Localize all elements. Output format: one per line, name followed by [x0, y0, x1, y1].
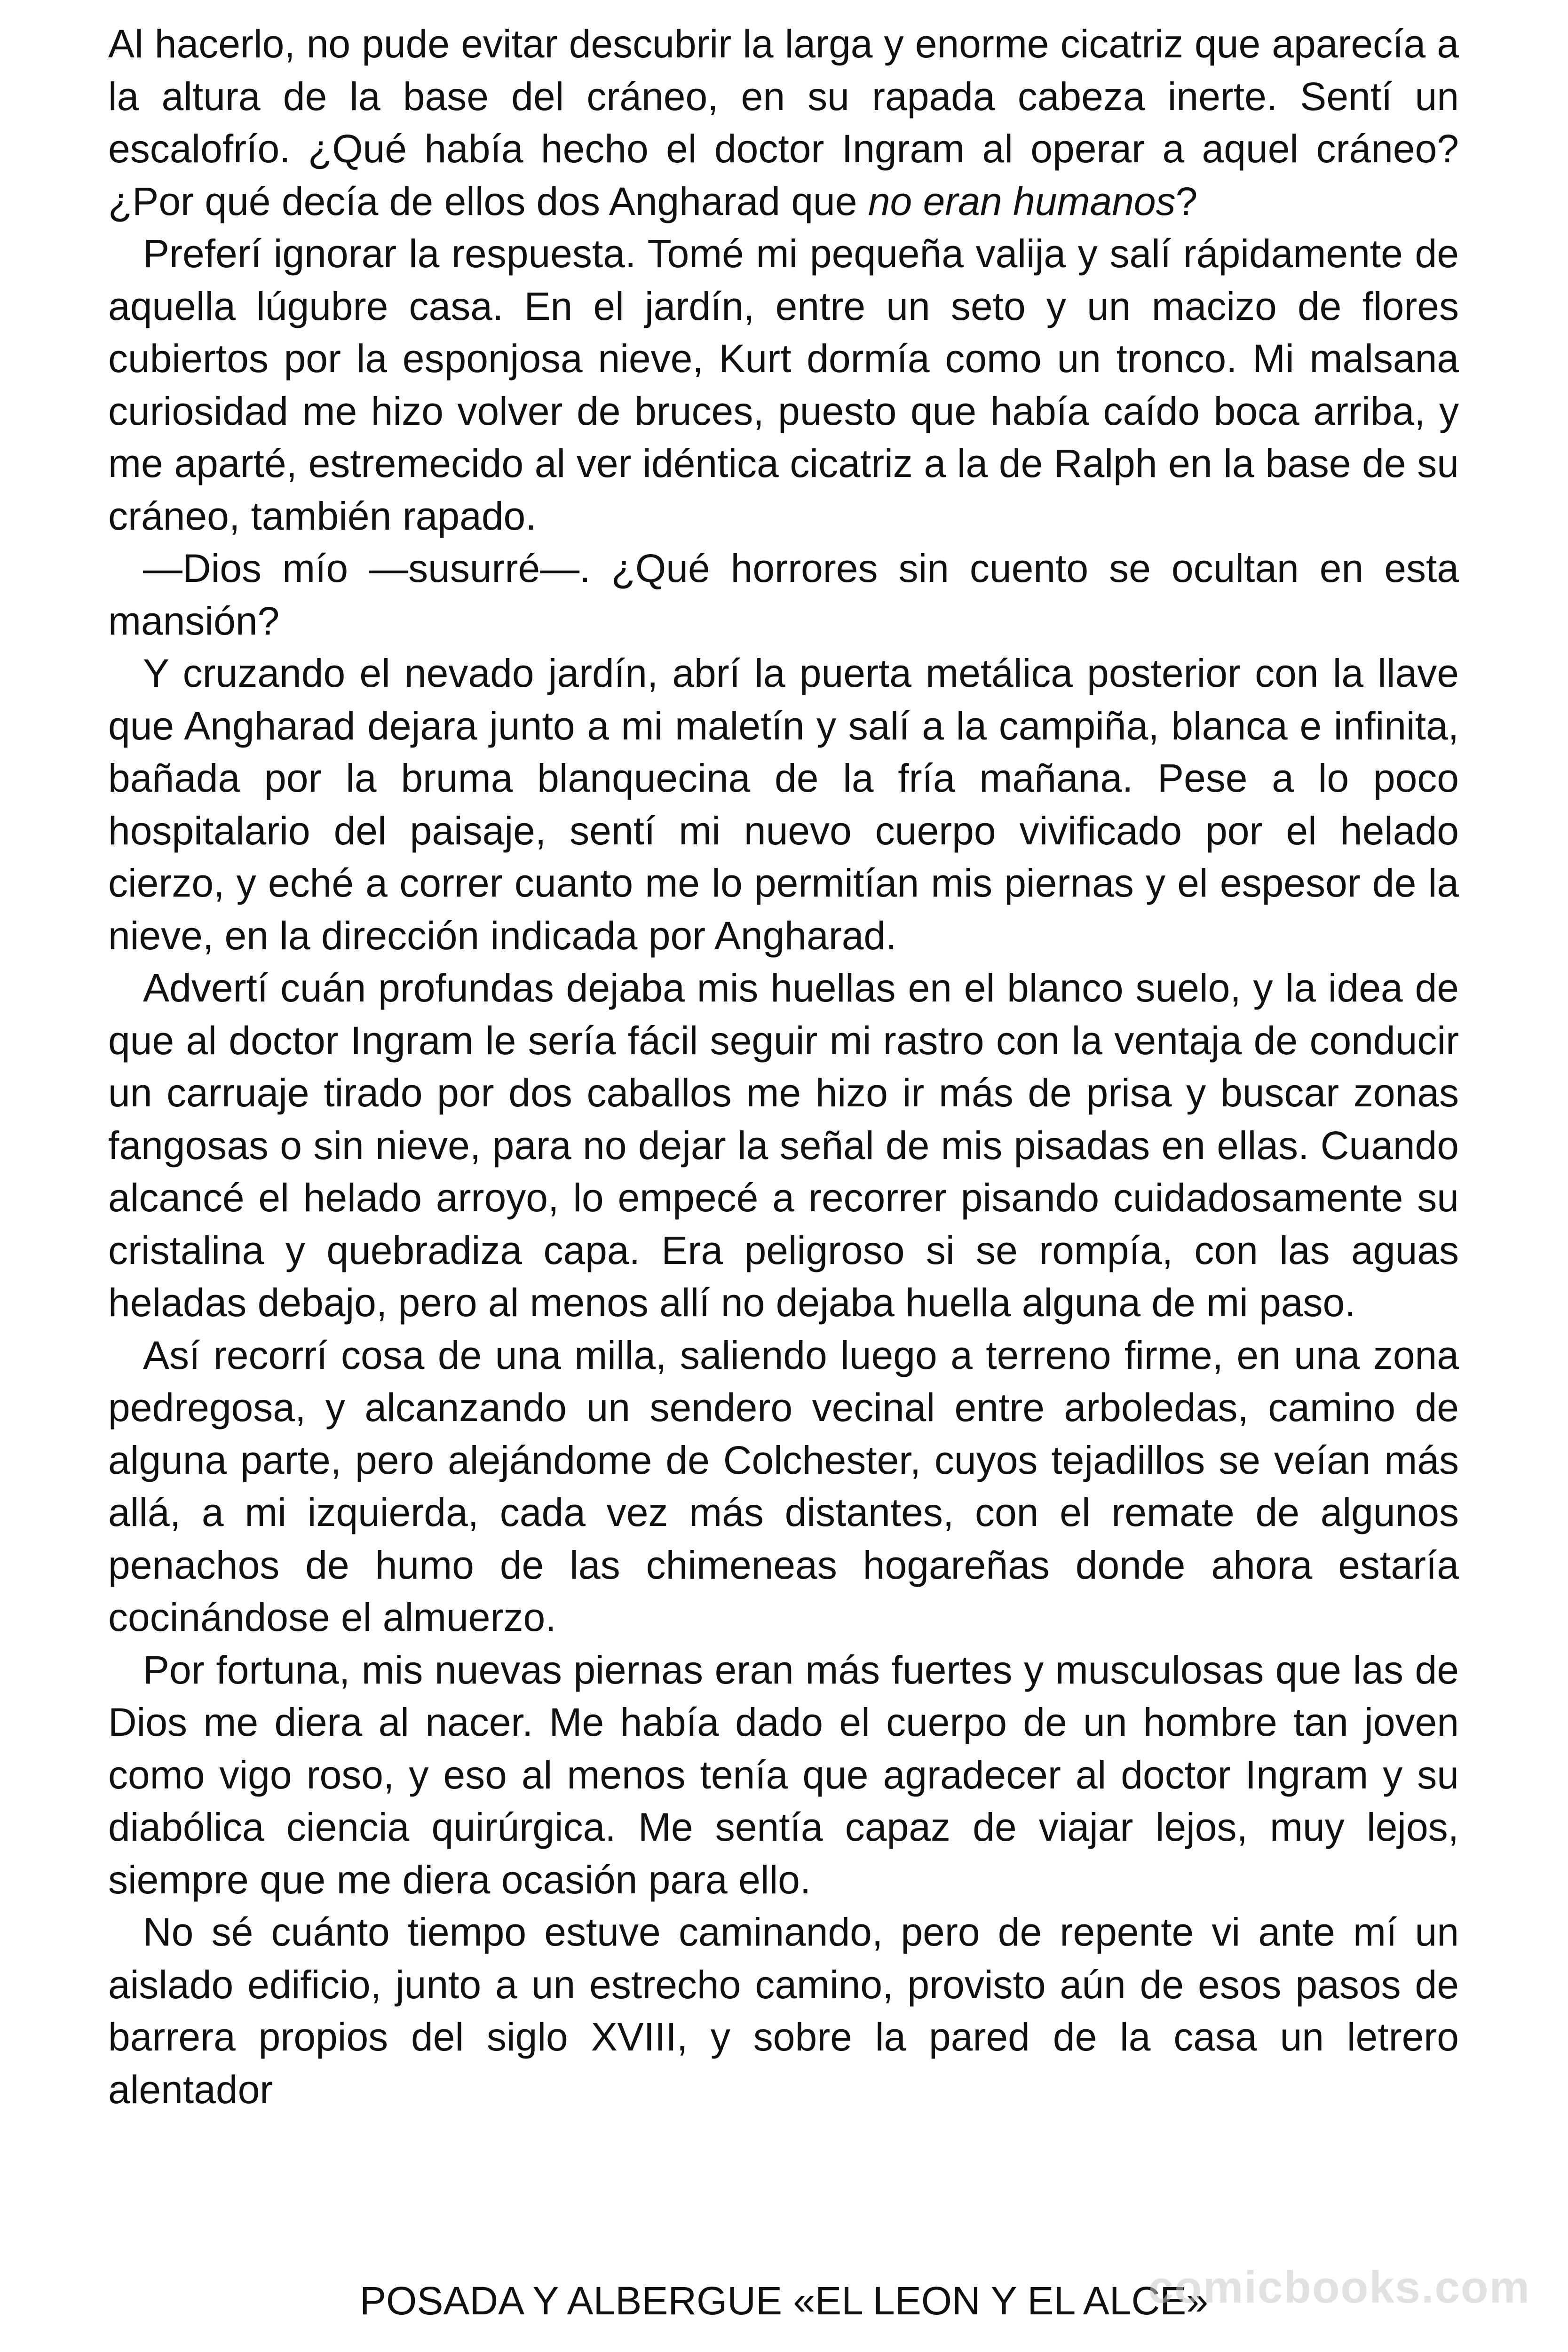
paragraph-5: Advertí cuán profundas dejaba mis huellas en el blanco suelo, y la idea de que al doctor Ingram le sería fácil seguir mi rastro con la ventaja de conducir un carruaje tirado por dos caballos me hizo ir más de prisa y buscar zonas fangosas o sin nieve, para no dejar la señal de mis pisadas en ellas. Cuando alcancé el helado arroyo, lo empecé a recorrer pisando cuidadosamente su cristalina y quebradiza capa. Era peligroso si se rompía, con las aguas heladas debajo, pero al menos allí no dejaba huella alguna de mi paso.	[108, 966, 1459, 1325]
paragraph-1	[108, 18, 1459, 228]
watermark: comicbooks.com	[1148, 2262, 1530, 2312]
paragraph-1-italic: no eran humanos	[868, 179, 1176, 223]
paragraph-6: Así recorrí cosa de una milla, saliendo luego a terreno firme, en una zona pedregosa, y alcanzando un sendero vecinal entre arboledas, camino de alguna parte, pero alejándome de Colchester, cuyos tejadillos se veían más allá, a mi izquierda, cada vez más distantes, con el remate de algunos penachos de humo de las chimeneas hogareñas donde ahora estaría cocinándose el almuerzo.	[108, 1333, 1459, 1639]
paragraph-3: —Dios mío —susurré—. ¿Qué horrores sin cuento se ocultan en esta mansión?	[108, 546, 1459, 643]
paragraph-7: Por fortuna, mis nuevas piernas eran más fuertes y musculosas que las de Dios me diera al nacer. Me había dado el cuerpo de un hombre tan joven como vigo roso, y eso al menos tenía que agradecer al doctor Ingram y su diabólica ciencia quirúrgica. Me sentía capaz de viajar lejos, muy lejos, siempre que me diera ocasión para ello.	[108, 1647, 1459, 1902]
paragraph-1-text: Al hacerlo, no pude evitar descubrir la larga y enorme cicatriz que aparecía a la altura de la base del cráneo, en su rapada cabeza inerte. Sentí un escalofrío. ¿Qué había hecho el doctor Ingram al operar a aquel cráneo? ¿Por qué decía de ellos dos Angharad que	[108, 22, 1459, 223]
page-body	[108, 18, 1459, 2116]
paragraph-2: Preferí ignorar la respuesta. Tomé mi pequeña valija y salí rápidamente de aquella lúgubre casa. En el jardín, entre un seto y un macizo de flores cubiertos por la esponjosa nieve, Kurt dormía como un tronco. Mi malsana curiosidad me hizo volver de bruces, puesto que había caído boca arriba, y me aparté, estremecido al ver idéntica cicatriz a la de Ralph en la base de su cráneo, también rapado.	[108, 231, 1459, 538]
paragraph-4: Y cruzando el nevado jardín, abrí la puerta metálica posterior con la llave que Angharad dejara junto a mi maletín y salí a la campiña, blanca e infinita, bañada por la bruma blanquecina de la fría mañana. Pese a lo poco hospitalario del paisaje, sentí mi nuevo cuerpo vivificado por el helado cierzo, y eché a correr cuanto me lo permitían mis piernas y el espesor de la nieve, en la dirección indicada por Angharad.	[108, 651, 1459, 958]
paragraph-1-tail: ?	[1175, 179, 1198, 223]
paragraph-8: No sé cuánto tiempo estuve caminando, pero de repente vi ante mí un aislado edificio, junto a un estrecho camino, provisto aún de esos pasos de barrera propios del siglo XVIII, y sobre la pared de la casa un letrero alentador	[108, 1910, 1459, 2112]
inn-sign-text: POSADA Y ALBERGUE «EL LEON Y EL ALCE»	[360, 2279, 1208, 2323]
